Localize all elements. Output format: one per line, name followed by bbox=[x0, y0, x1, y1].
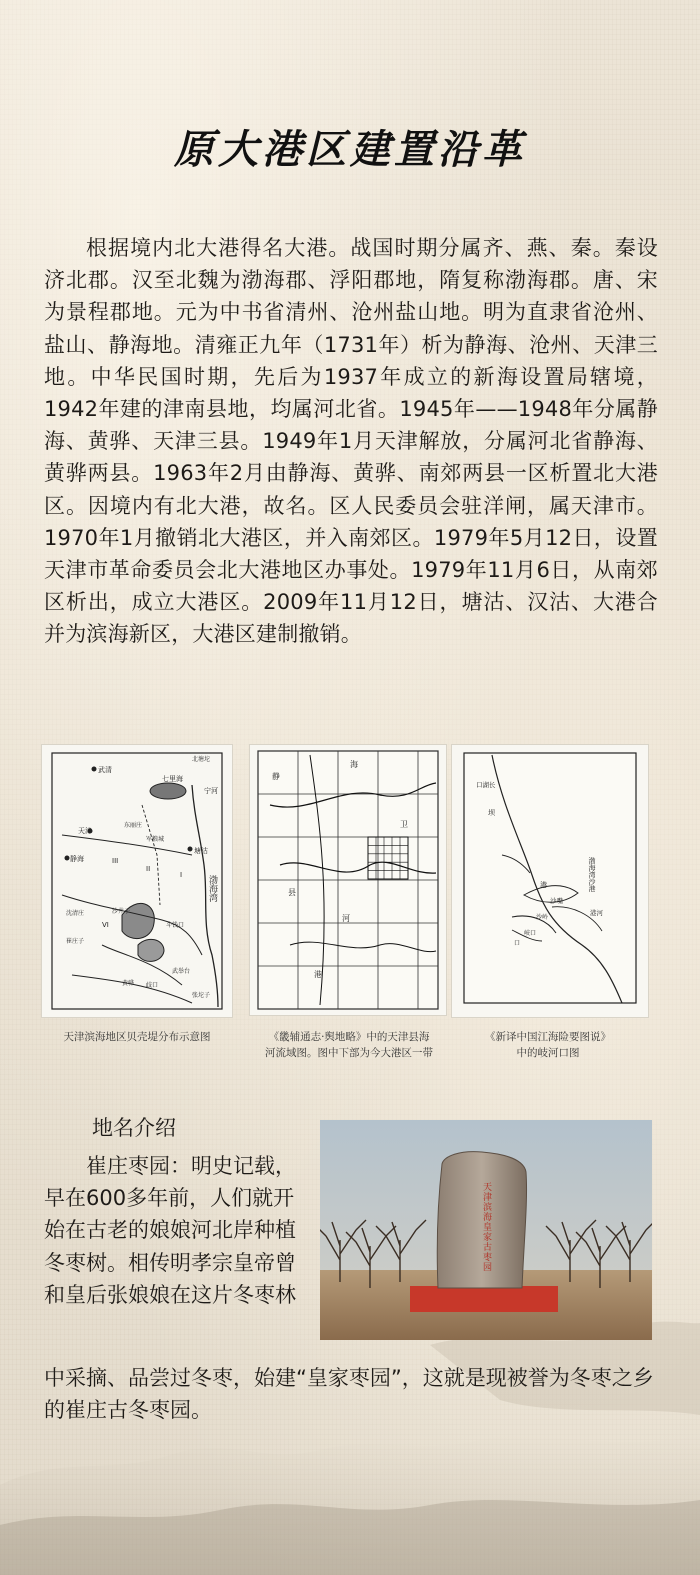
label-c: 港 bbox=[540, 881, 547, 889]
label-douxianzi: 斗钱口 bbox=[166, 922, 185, 929]
label-b: 坝 bbox=[488, 809, 495, 817]
label-ninghe: 宁河 bbox=[204, 787, 218, 795]
label-qilihai: 七里海 bbox=[162, 775, 183, 783]
label-bohai: 渤海湾 bbox=[207, 875, 217, 902]
label-e: 港河 bbox=[590, 909, 603, 917]
label-e: 河 bbox=[342, 914, 350, 923]
label-wuqing: 武清 bbox=[98, 766, 112, 774]
label-jinghai: 静海 bbox=[70, 855, 84, 863]
label-roman2: II bbox=[146, 865, 151, 873]
label-huanghua: 黄骅 bbox=[122, 980, 135, 987]
shell-ridge-map bbox=[42, 745, 232, 1017]
label-beitang: 北塘坨 bbox=[192, 756, 211, 763]
label-dongjiazhuang: 东丽庄 bbox=[124, 822, 143, 829]
label-shazi: 沙井子 bbox=[112, 908, 131, 915]
gazetteer-map bbox=[250, 745, 446, 1015]
map-2-caption: 《畿辅通志·舆地略》中的天津县海 河流域图。图中下部为今大港区一带 bbox=[265, 1031, 433, 1059]
label-roman1: I bbox=[180, 871, 183, 879]
label-cuizhuangzi: 崔庄子 bbox=[66, 938, 85, 945]
intro-paragraph-start: 崔庄枣园：明史记载，早在600多年前，人们就开始在古老的娘娘河北岸种植冬枣树。相传明孝宗皇帝曾和皇后张娘娘在这片冬枣林 bbox=[44, 1154, 296, 1307]
label-roman3: III bbox=[112, 857, 119, 865]
label-a: 口湖长 bbox=[476, 781, 496, 789]
map-3-caption: 《新译中国江海险要图说》 中的岐河口图 bbox=[485, 1031, 611, 1059]
label-g: 沙岭 bbox=[536, 914, 549, 921]
map-1-caption: 天津滨海地区贝壳堤分布示意图 bbox=[63, 1031, 211, 1043]
jujube-orchard-photo bbox=[320, 1120, 652, 1340]
label-tianjin: 天津 bbox=[78, 827, 92, 835]
page-title: 原大港区建置沿革 bbox=[174, 126, 526, 173]
label-c: 卫 bbox=[400, 820, 408, 829]
label-xiwo: 歧口 bbox=[146, 982, 159, 989]
label-d: 沙嘴 bbox=[550, 897, 563, 905]
label-tanggu: 塘沽 bbox=[194, 847, 208, 855]
label-h: 岐口 bbox=[524, 930, 537, 937]
qihe-estuary-map bbox=[452, 745, 648, 1017]
label-junliangcheng: 军粮城 bbox=[146, 836, 165, 843]
stele-base bbox=[410, 1286, 558, 1312]
label-f: 港 bbox=[314, 970, 322, 979]
label-i: 口 bbox=[514, 940, 521, 947]
historical-maps bbox=[38, 745, 658, 1075]
history-paragraph: 根据境内北大港得名大港。战国时期分属齐、燕、秦。秦设济北郡。汉至北魏为渤海郡、浮阳郡地，隋复称渤海郡。唐、宋为景程郡地。元为中书省清州、沧州盐山地。明为直隶省沧州、盐山、静海地。清雍正九年（1731年）析为静海、沧州、天津三地。中华民国时期，先后为1937年成立的新海设置局辖境，1942年建的津南县地，均属河北省。1945年——1948年分属静海、黄骅、天津三县。1949年1月天津解放，分属河北省静海、黄骅两县。1963年2月由静海、黄骅、南郊两县一区析置北大港区。因境内有北大港，故名。区人民委员会驻洋闸，属天津市。1970年1月撤销北大港区，并入南郊区。1979年5月12日，设置天津市革命委员会北大港地区办事处。1979年11月6日，从南郊区析出，成立大港区。2009年11月12日，塘沽、汉沽、大港合并为滨海新区，大港区建制撤销。 bbox=[44, 236, 658, 647]
label-roman4: VI bbox=[102, 921, 109, 929]
label-d: 县 bbox=[288, 888, 296, 897]
stele-inscription: 天津滨海皇家古枣园 bbox=[481, 1182, 491, 1272]
section-label: 地名介绍 bbox=[92, 1116, 176, 1140]
label-tongxing: 沈清庄 bbox=[66, 910, 85, 917]
label-b: 海 bbox=[350, 760, 358, 769]
label-wudianzi: 武举台 bbox=[172, 968, 191, 975]
label-qikou: 张坨子 bbox=[192, 992, 211, 999]
label-f: 渤海湾沙港 bbox=[588, 857, 596, 892]
intro-paragraph-end: 中采摘、品尝过冬枣，始建“皇家枣园”，这就是现被誉为冬枣之乡的崔庄古冬枣园。 bbox=[44, 1366, 654, 1423]
label-a: 静 bbox=[272, 772, 280, 781]
